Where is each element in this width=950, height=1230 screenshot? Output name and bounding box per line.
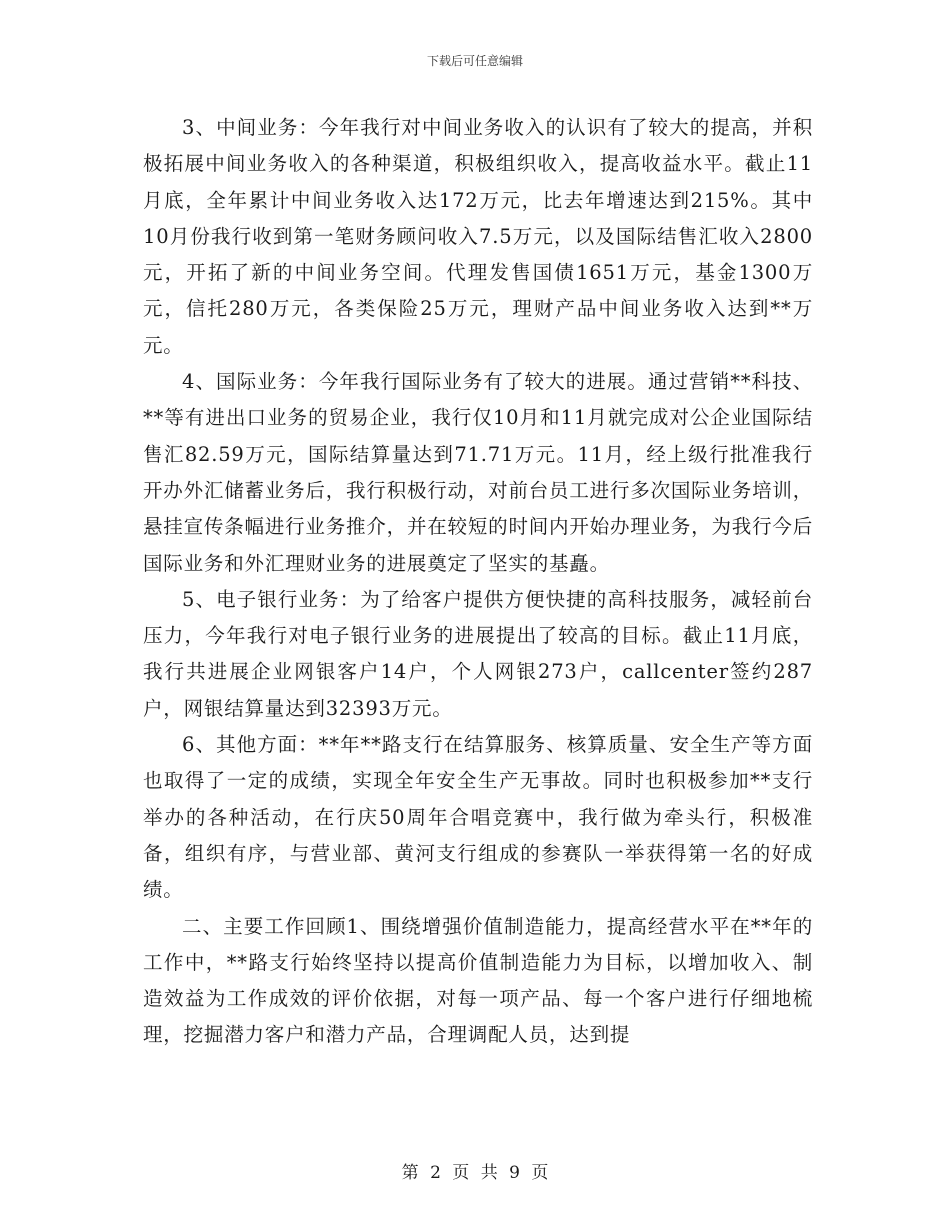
paragraph-other-aspects: 6、其他方面：**年**路支行在结算服务、核算质量、安全生产等方面也取得了一定的成绩，实现全年安全生产无事故。同时也积极参加**支行举办的各种活动，在行庆50周年合唱竞赛中，我行做为牵头行，积极准备，组织有序，与营业部、黄河支行组成的参赛队一举获得第一名的好成绩。	[143, 733, 813, 902]
page-header: 下载后可任意编辑	[426, 54, 523, 68]
paragraph-intermediate-business: 3、中间业务：今年我行对中间业务收入的认识有了较大的提高，并积极拓展中间业务收入的各种渠道，积极组织收入，提高收益水平。截止11月底，全年累计中间业务收入达172万元，比去年增速达到215%。其中10月份我行收到第一笔财务顾问收入7.5万元，以及国际结售汇收入2800元，开拓了新的中间业务空间。代理发售国债1651万元，基金1300万元，信托280万元，各类保险25万元，理财产品中间业务收入达到**万元。	[143, 116, 813, 357]
document-body	[143, 110, 813, 1054]
paragraph-e-banking: 5、电子银行业务：为了给客户提供方便快捷的高科技服务，减轻前台压力，今年我行对电子银行业务的进展提出了较高的目标。截止11月底，我行共进展企业网银客户14户，个人网银273户，callcenter签约287户，网银结算量达到32393万元。	[143, 587, 813, 720]
page-number-footer: 第 2 页 共 9 页	[401, 1163, 549, 1183]
paragraph-work-review: 二、主要工作回顾1、围绕增强价值制造能力，提高经营水平在**年的工作中，**路支行始终坚持以提高价值制造能力为目标，以增加收入、制造效益为工作成效的评价依据，对每一项产品、每一个客户进行仔细地梳理，挖掘潜力客户和潜力产品，合理调配人员，达到提	[143, 914, 813, 1047]
paragraph-international-business: 4、国际业务：今年我行国际业务有了较大的进展。通过营销**科技、**等有进出口业务的贸易企业，我行仅10月和11月就完成对公企业国际结售汇82.59万元，国际结算量达到71.71万元。11月，经上级行批准我行开办外汇储蓄业务后，我行积极行动，对前台员工进行多次国际业务培训，悬挂宣传条幅进行业务推介，并在较短的时间内开始办理业务，为我行今后国际业务和外汇理财业务的进展奠定了坚实的基矗。	[143, 370, 813, 575]
